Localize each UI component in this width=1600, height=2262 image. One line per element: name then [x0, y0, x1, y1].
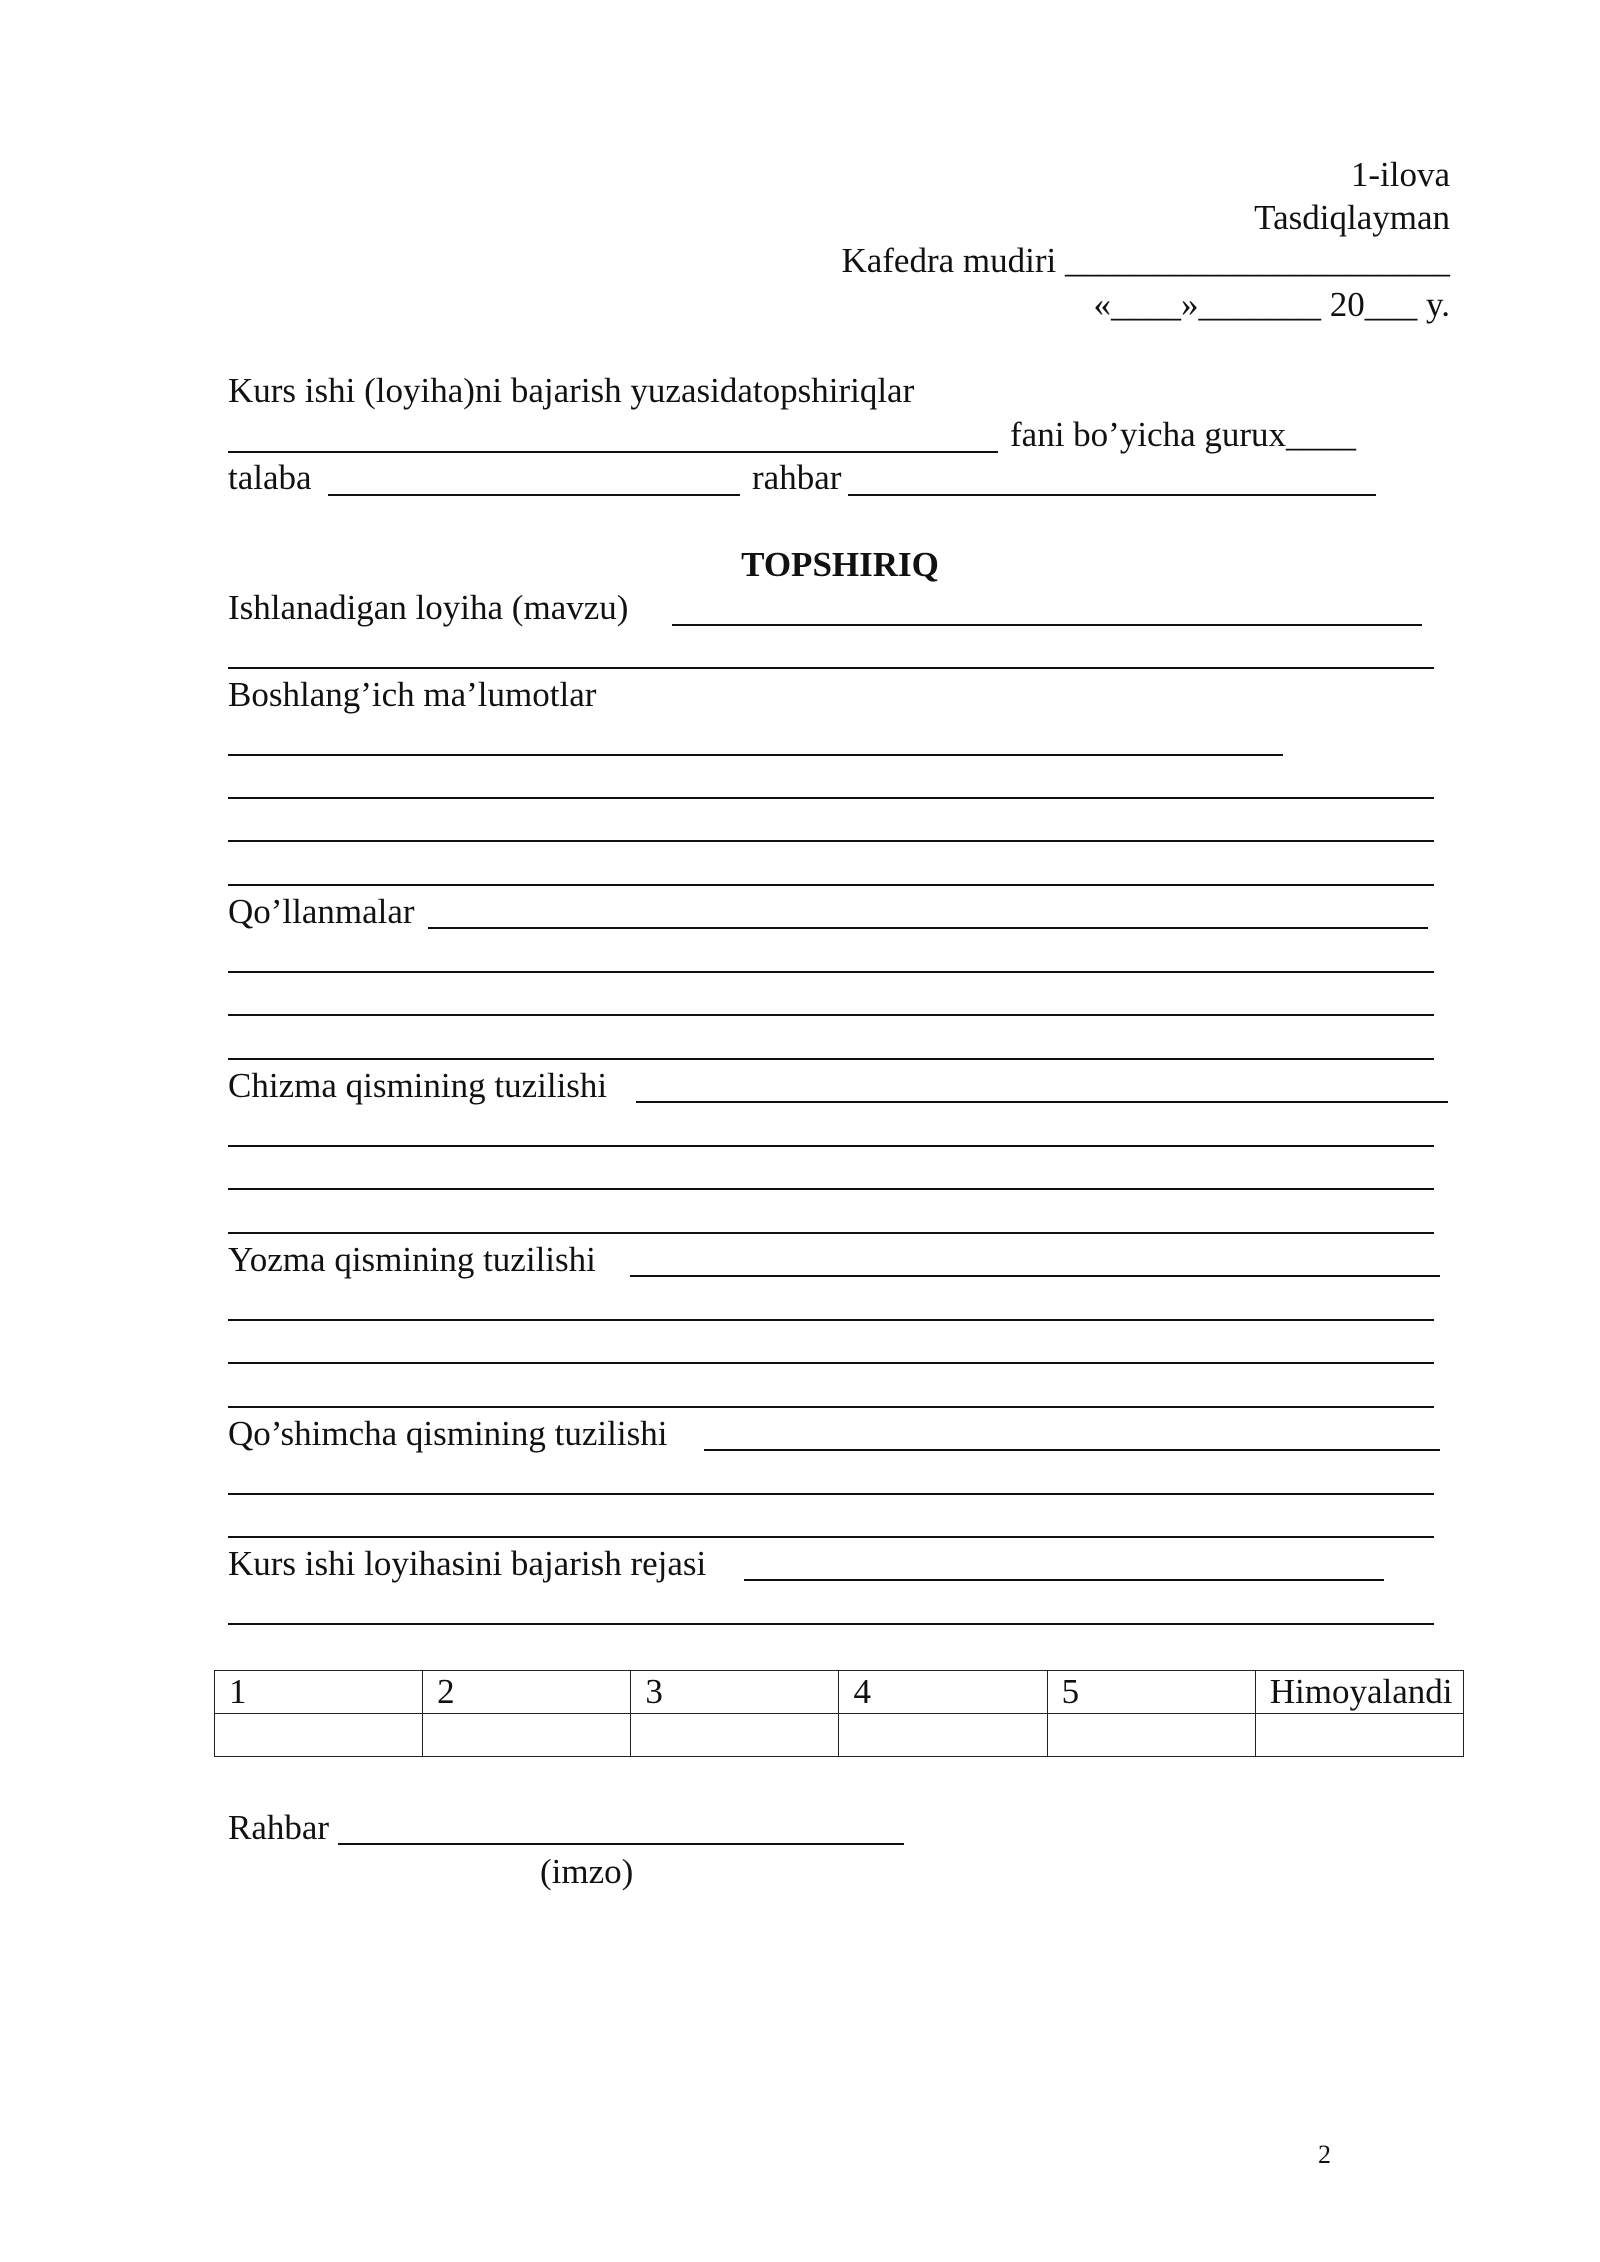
student-blank[interactable]: [328, 494, 740, 496]
initial-data-blank-4[interactable]: [228, 884, 1434, 886]
project-topic-blank-2[interactable]: [228, 667, 1434, 669]
written-part-label: Yozma qismining tuzilishi: [228, 1240, 596, 1279]
initial-data-blank-2[interactable]: [228, 797, 1434, 799]
additional-part-label: Qo’shimcha qismining tuzilishi: [228, 1414, 668, 1453]
signature-blank[interactable]: [338, 1843, 904, 1845]
manuals-blank-2[interactable]: [228, 971, 1434, 973]
dept-head-line: Kafedra mudiri ______________________: [841, 241, 1450, 280]
manuals-blank-3[interactable]: [228, 1014, 1434, 1016]
plan-col-5: 5: [1047, 1671, 1255, 1714]
plan-blank-2[interactable]: [228, 1623, 1434, 1625]
plan-table-header-row: [215, 1671, 1464, 1714]
date-line: «____»_______ 20___ y.: [1093, 285, 1450, 324]
drawing-part-blank-4[interactable]: [228, 1232, 1434, 1234]
annex-label: 1-ilova: [1350, 155, 1450, 194]
initial-data-blank-1[interactable]: [228, 754, 1283, 756]
plan-col-4: 4: [839, 1671, 1047, 1714]
additional-part-blank-1[interactable]: [704, 1449, 1440, 1451]
drawing-part-blank-2[interactable]: [228, 1145, 1434, 1147]
written-part-blank-2[interactable]: [228, 1319, 1434, 1321]
intro-title: Kurs ishi (loyiha)ni bajarish yuzasidatopshiriqlar: [228, 371, 915, 410]
advisor-blank[interactable]: [848, 494, 1376, 496]
drawing-part-blank-3[interactable]: [228, 1188, 1434, 1190]
drawing-part-label: Chizma qismining tuzilishi: [228, 1066, 608, 1105]
plan-col-2: 2: [423, 1671, 631, 1714]
plan-col-1: 1: [215, 1671, 423, 1714]
advisor-label: rahbar: [752, 458, 842, 497]
additional-part-blank-3[interactable]: [228, 1536, 1434, 1538]
plan-cell-2[interactable]: [423, 1714, 631, 1757]
initial-data-label: Boshlang’ich ma’lumotlar: [228, 675, 597, 714]
plan-cell-3[interactable]: [631, 1714, 839, 1757]
plan-label: Kurs ishi loyihasini bajarish rejasi: [228, 1544, 707, 1583]
plan-cell-5[interactable]: [1047, 1714, 1255, 1757]
subject-suffix: fani bo’yicha gurux____: [1010, 415, 1357, 454]
plan-col-3: 3: [631, 1671, 839, 1714]
subject-blank[interactable]: [228, 451, 998, 453]
manuals-label: Qo’llanmalar: [228, 892, 415, 931]
plan-blank-1[interactable]: [744, 1579, 1384, 1581]
plan-cell-4[interactable]: [839, 1714, 1047, 1757]
approve-label: Tasdiqlayman: [1254, 198, 1450, 237]
project-topic-blank[interactable]: [672, 624, 1422, 626]
initial-data-blank-3[interactable]: [228, 840, 1434, 842]
plan-cell-defended[interactable]: [1255, 1714, 1463, 1757]
additional-part-blank-2[interactable]: [228, 1493, 1434, 1495]
manuals-blank-4[interactable]: [228, 1058, 1434, 1060]
manuals-blank-1[interactable]: [428, 927, 1428, 929]
plan-table: [214, 1670, 1464, 1757]
plan-table-row: [215, 1714, 1464, 1757]
plan-cell-1[interactable]: [215, 1714, 423, 1757]
plan-col-defended: Himoyalandi: [1255, 1671, 1463, 1714]
project-topic-label: Ishlanadigan loyiha (mavzu): [228, 588, 629, 627]
written-part-blank-1[interactable]: [630, 1275, 1440, 1277]
drawing-part-blank-1[interactable]: [636, 1101, 1448, 1103]
student-label: talaba: [228, 458, 312, 497]
page-title: TOPSHIRIQ: [741, 545, 939, 584]
page-number: 2: [1318, 2140, 1331, 2169]
written-part-blank-3[interactable]: [228, 1362, 1434, 1364]
signature-hint: (imzo): [540, 1852, 634, 1891]
written-part-blank-4[interactable]: [228, 1406, 1434, 1408]
signature-label: Rahbar: [228, 1808, 330, 1847]
